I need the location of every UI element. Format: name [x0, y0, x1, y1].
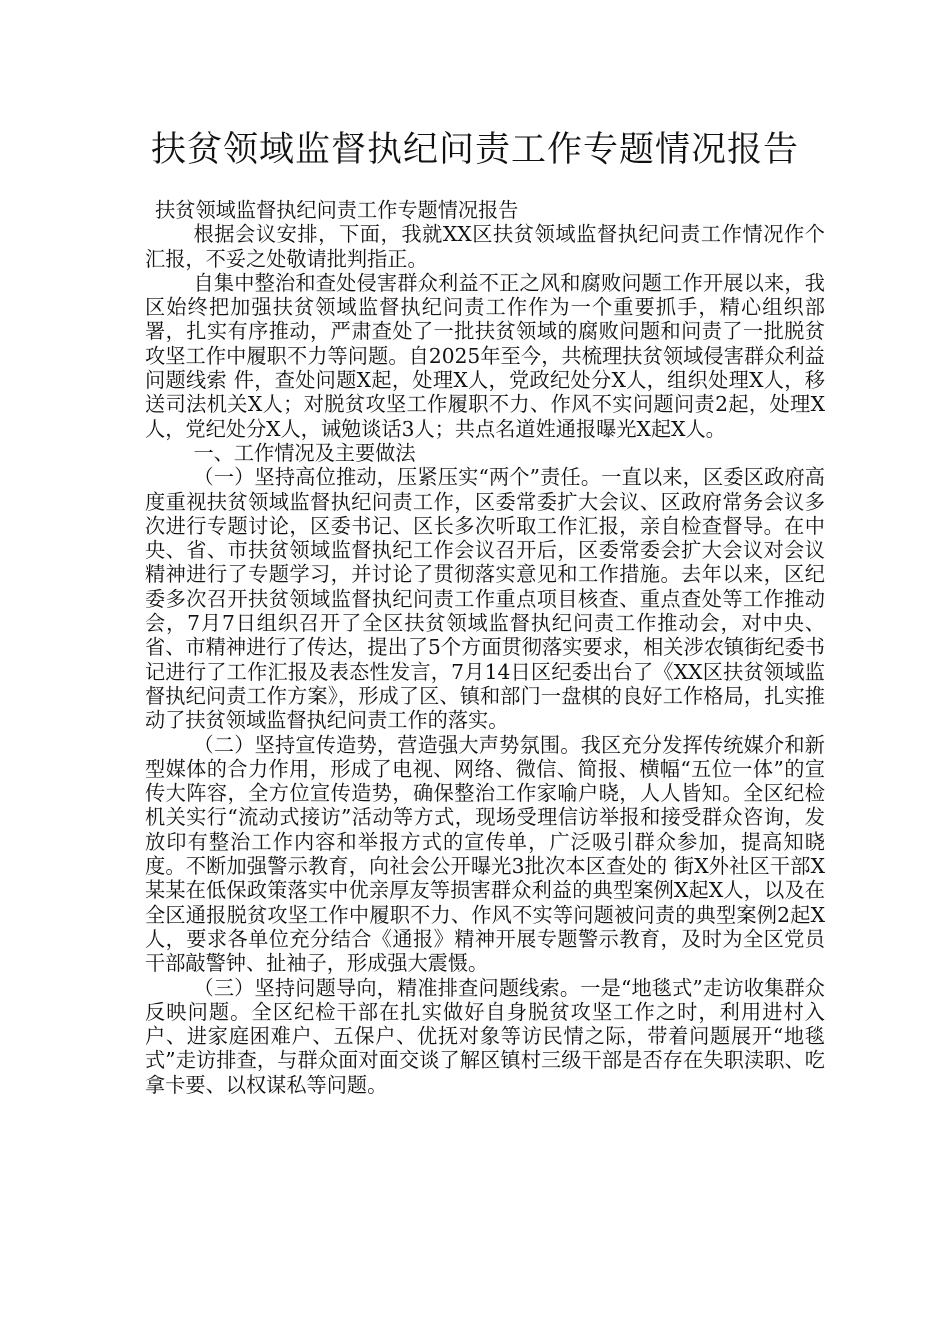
- document-body: [145, 198, 825, 1097]
- paragraph-overview: 自集中整治和查处侵害群众利益不正之风和腐败问题工作开展以来，我区始终把加强扶贫领域监督执纪问责工作作为一个重要抓手，精心组织部署，扎实有序推动，严肃查处了一批扶贫领域的腐败问题和问责了一批脱贫攻坚工作中履职不力等问题。自2025年至今，共梳理扶贫领域侵害群众利益问题线索 件，查处问题X起，处理X人，党政纪处分X人，组织处理X人，移送司法机关X人；对脱贫攻坚工作履职不力、作风不实问题问责2起，处理X人，党纪处分X人，诫勉谈话3人；共点名道姓通报曝光X起X人。: [145, 270, 825, 441]
- section-heading: 一、工作情况及主要做法: [193, 440, 416, 465]
- paragraph-item-1: （一）坚持高位推动，压紧压实“两个”责任。一直以来，区委区政府高度重视扶贫领域监督执纪问责工作，区委常委扩大会议、区政府常务会议多次进行专题讨论，区委书记、区长多次听取工作汇报，亲自检查督导。在中央、省、市扶贫领域监督执纪工作会议召开后，区委常委会扩大会议对会议精神进行了专题学习，并讨论了贯彻落实意见和工作措施。去年以来，区纪委多次召开扶贫领域监督执纪问责工作重点项目核查、重点查处等工作推动会，7月7日组织召开了全区扶贫领域监督执纪问责工作推动会，对中央、省、市精神进行了传达，提出了5个方面贯彻落实要求，相关涉农镇街纪委书记进行了工作汇报及表态性发言，7月14日区纪委出台了《XX区扶贫领域监督执纪问责工作方案》，形成了区、镇和部门一盘棋的良好工作格局，扎实推动了扶贫领域监督执纪问责工作的落实。: [145, 465, 825, 733]
- paragraph-intro: 根据会议安排，下面，我就XX区扶贫领域监督执纪问责工作情况作个汇报，不妥之处敬请批判指正。: [145, 222, 825, 271]
- paragraph-item-3: （三）坚持问题导向，精准排查问题线索。一是“地毯式”走访收集群众反映问题。全区纪检干部在扎实做好自身脱贫攻坚工作之时，利用进村入户、进家庭困难户、五保户、优抚对象等访民情之际，带着问题展开“地毯式”走访排查，与群众面对面交谈了解区镇村三级干部是否存在失职渎职、吃拿卡要、以权谋私等问题。: [145, 975, 825, 1097]
- document-subtitle: 扶贫领域监督执纪问责工作专题情况报告: [155, 198, 519, 222]
- document-title: 扶贫领域监督执纪问责工作专题情况报告: [150, 130, 799, 170]
- paragraph-item-2: （二）坚持宣传造势，营造强大声势氛围。我区充分发挥传统媒介和新型媒体的合力作用，形成了电视、网络、微信、简报、横幅“五位一体”的宣传大阵容，全方位宣传造势，确保整治工作家喻户晓，人人皆知。全区纪检机关实行“流动式接访”活动等方式，现场受理信访举报和接受群众咨询，发放印有整治工作内容和举报方式的宣传单，广泛吸引群众参加，提高知晓度。不断加强警示教育，向社会公开曝光3批次本区查处的 街X外社区干部X某某在低保政策落实中优亲厚友等损害群众利益的典型案例X起X人，以及在全区通报脱贫攻坚工作中履职不力、作风不实等问题被问责的典型案例2起X人，要求各单位充分结合《通报》精神开展专题警示教育，及时为全区党员干部敲警钟、扯袖子，形成强大震慑。: [145, 732, 825, 976]
